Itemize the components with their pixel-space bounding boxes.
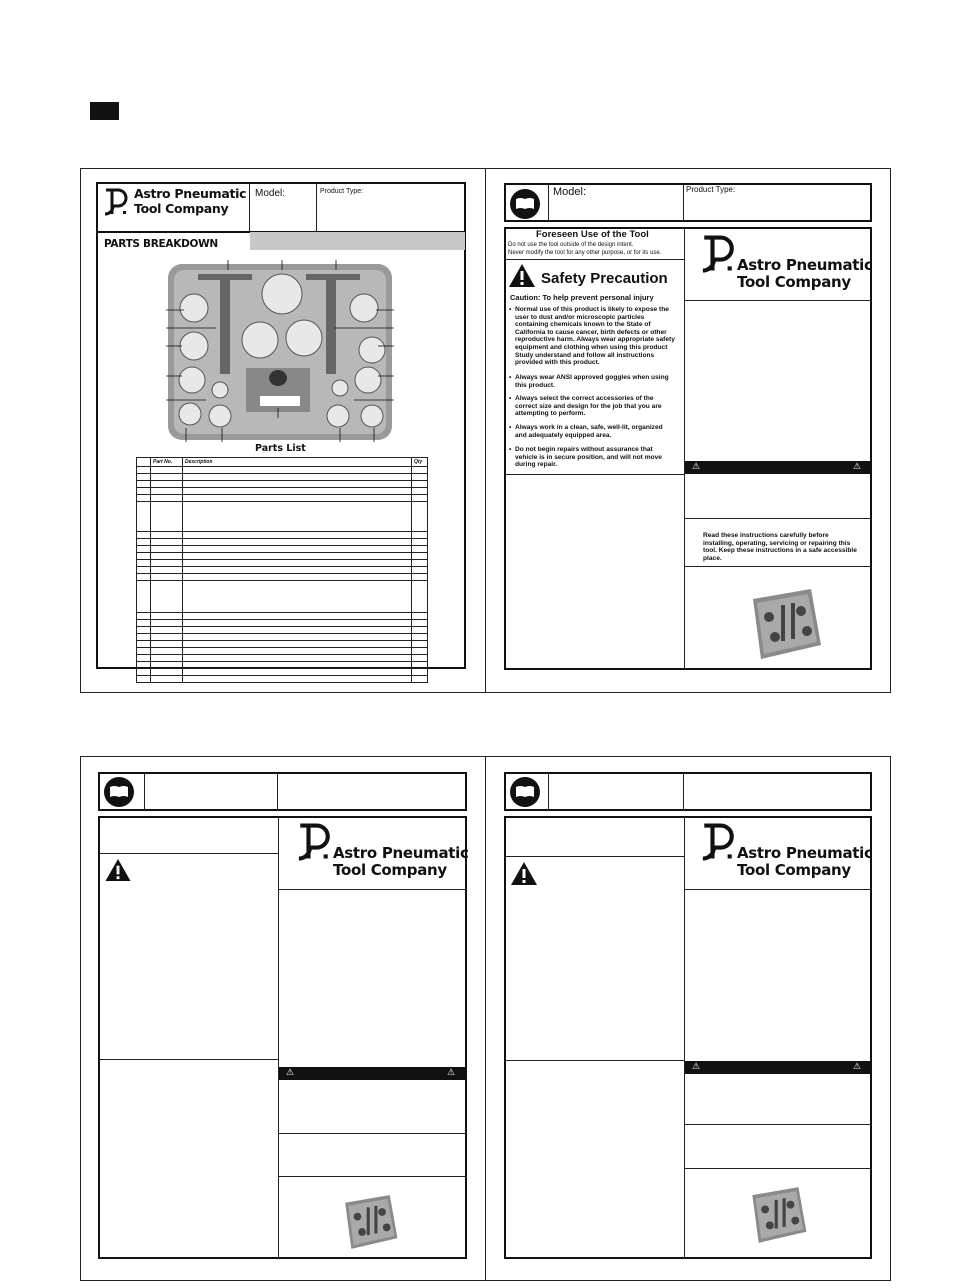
panel4-sep2 (505, 1060, 684, 1061)
table-cell (137, 488, 151, 495)
table-cell (412, 655, 428, 662)
parts-list-table (136, 457, 428, 683)
safety-body-divider (684, 228, 685, 669)
table-row (137, 620, 428, 627)
col-qty: Qty (412, 458, 428, 467)
table-cell (137, 613, 151, 620)
table-row (137, 467, 428, 474)
tool-case-photo (745, 1184, 809, 1246)
table-cell (137, 532, 151, 539)
brand-line1: Astro Pneumatic (333, 844, 469, 862)
warning-sign-icon: ⚠ (447, 1067, 456, 1077)
table-cell (151, 560, 183, 567)
table-row (137, 474, 428, 481)
open-book-icon (510, 777, 540, 807)
table-row (137, 627, 428, 634)
table-cell (412, 567, 428, 574)
panel3-sep3 (279, 1133, 466, 1134)
table-cell (151, 467, 183, 474)
table-cell (137, 581, 151, 613)
table-cell (183, 481, 412, 488)
brand-line2: Tool Company (333, 861, 447, 879)
table-cell (183, 467, 412, 474)
brand-logo (697, 820, 873, 879)
table-cell (137, 495, 151, 502)
logo-separator (685, 300, 871, 301)
table-cell (412, 495, 428, 502)
table-cell (137, 560, 151, 567)
table-row (137, 560, 428, 567)
table-cell (183, 539, 412, 546)
table-cell (412, 641, 428, 648)
table-cell (412, 634, 428, 641)
table-cell (137, 648, 151, 655)
table-cell (183, 474, 412, 481)
table-cell (183, 641, 412, 648)
table-cell (183, 495, 412, 502)
panel4-sep3 (685, 1124, 871, 1125)
table-cell (137, 502, 151, 532)
table-row (137, 495, 428, 502)
table-cell (137, 634, 151, 641)
read-instructions: Read these instructions carefully before installing, operating, servicing or repairing this tool. Keep these instructions in a safe accessible place. (703, 532, 857, 562)
table-cell (183, 634, 412, 641)
bullet-4-text: Always work in a clean, safe, well-lit, organized and adequately equipped area. (515, 424, 663, 439)
panel4-body-divider (684, 817, 685, 1258)
table-cell (183, 567, 412, 574)
panel3-header-div1 (144, 773, 145, 810)
warning-sign-icon: ⚠ (853, 1061, 862, 1071)
parts-list-title: Parts List (255, 443, 306, 454)
panel3-body-divider (278, 817, 279, 1258)
table-cell (137, 641, 151, 648)
panel3-header-box (98, 772, 467, 811)
table-row (137, 676, 428, 683)
parts-list-body (137, 467, 428, 683)
bullet-2 (509, 374, 675, 389)
table-cell (151, 613, 183, 620)
astro-logo-icon (697, 820, 739, 864)
foreseen-title: Foreseen Use of the Tool (536, 229, 649, 240)
bullets-separator (505, 474, 684, 475)
safety-model-label: Model: (553, 186, 587, 198)
panel4-logo-sep (685, 889, 871, 890)
astro-logo-icon (697, 232, 739, 276)
table-cell (151, 502, 183, 532)
brand-logo (697, 232, 873, 291)
brand-line2: Tool Company (134, 201, 229, 216)
table-cell (412, 560, 428, 567)
panel3-header-div2 (277, 773, 278, 810)
table-cell (183, 662, 412, 669)
table-cell (137, 662, 151, 669)
panel4-sep1 (505, 856, 684, 857)
table-cell (183, 676, 412, 683)
table-cell (412, 532, 428, 539)
panel3-sep1 (99, 853, 278, 854)
bullet-3-text: Always select the correct accessories of the correct size and design for the job that you are attempting to perform. (515, 395, 662, 418)
foreseen-line1: Do not use the tool outside of the design intent. (508, 242, 634, 248)
open-book-icon (104, 777, 134, 807)
table-row (137, 488, 428, 495)
brand-logo (102, 186, 247, 220)
table-cell (412, 546, 428, 553)
product-type-label: Product Type: (320, 188, 364, 195)
panel3-sep2 (99, 1059, 278, 1060)
foreseen-line2: Never modify the tool for any other purpose, or for its use. (508, 250, 662, 256)
table-row (137, 662, 428, 669)
table-cell (151, 634, 183, 641)
table-cell (183, 627, 412, 634)
warning-sign-icon: ⚠ (286, 1067, 295, 1077)
table-row (137, 532, 428, 539)
safety-title: Safety Precaution (541, 270, 668, 287)
table-cell (151, 539, 183, 546)
table-cell (151, 574, 183, 581)
bullet-dot: • (509, 306, 512, 313)
brand-line2: Tool Company (737, 861, 851, 879)
table-cell (412, 669, 428, 676)
table-row (137, 581, 428, 613)
table-cell (183, 488, 412, 495)
table-cell (137, 539, 151, 546)
warning-triangle-icon (508, 263, 536, 288)
corner-mark (90, 102, 119, 120)
tool-case-photo (338, 1192, 400, 1252)
panel4-header-box (504, 772, 872, 811)
parts-breakdown-title: PARTS BREAKDOWN (104, 238, 218, 250)
table-cell (183, 553, 412, 560)
table-row (137, 481, 428, 488)
panel4-header-div1 (548, 773, 549, 810)
read-separator (685, 566, 871, 567)
brand-line1: Astro Pneumatic (737, 256, 873, 274)
table-cell (183, 532, 412, 539)
col-description: Description (183, 458, 412, 467)
table-cell (151, 567, 183, 574)
caution-line: Caution: To help prevent personal injury (510, 293, 654, 302)
bullet-2-text: Always wear ANSI approved goggles when using this product. (515, 374, 669, 389)
table-row (137, 539, 428, 546)
panel4-header-div2 (683, 773, 684, 810)
table-cell (151, 662, 183, 669)
bullet-dot: • (509, 395, 512, 402)
panel1-header-div1 (249, 183, 250, 231)
table-cell (183, 502, 412, 532)
table-cell (137, 669, 151, 676)
warning-separator (685, 518, 871, 519)
table-cell (151, 532, 183, 539)
warning-triangle-icon (510, 861, 538, 886)
table-cell (412, 676, 428, 683)
table-cell (183, 669, 412, 676)
table-cell (412, 539, 428, 546)
panel3-body-box (98, 816, 467, 1259)
top-sheet-divider (485, 168, 486, 693)
table-cell (137, 481, 151, 488)
table-cell (151, 620, 183, 627)
table-cell (137, 574, 151, 581)
warning-triangle-icon (104, 858, 132, 882)
table-cell (412, 627, 428, 634)
table-row (137, 553, 428, 560)
warning-bar (685, 1061, 871, 1074)
table-cell (183, 620, 412, 627)
table-cell (151, 474, 183, 481)
panel1-header-div2 (316, 183, 317, 231)
table-cell (137, 627, 151, 634)
table-cell (183, 546, 412, 553)
table-row (137, 567, 428, 574)
warning-sign-icon: ⚠ (692, 1061, 701, 1071)
safety-product-type-label: Product Type: (686, 185, 736, 194)
table-cell (183, 648, 412, 655)
table-row (137, 648, 428, 655)
safety-header-div2 (683, 184, 684, 221)
table-header-row (137, 458, 428, 467)
warning-bar (685, 461, 871, 474)
table-cell (183, 560, 412, 567)
table-cell (151, 553, 183, 560)
table-cell (412, 613, 428, 620)
table-cell (137, 676, 151, 683)
parts-breakdown-bar (250, 232, 465, 250)
table-cell (151, 495, 183, 502)
table-cell (412, 620, 428, 627)
col-index (137, 458, 151, 467)
table-cell (412, 481, 428, 488)
table-cell (151, 546, 183, 553)
panel4-body-box (504, 816, 872, 1259)
panel4-sep4 (685, 1168, 871, 1169)
table-cell (151, 676, 183, 683)
table-row (137, 669, 428, 676)
table-cell (137, 467, 151, 474)
bullet-1 (509, 306, 675, 367)
table-cell (151, 481, 183, 488)
table-cell (151, 641, 183, 648)
brand-logo (293, 820, 469, 879)
foreseen-separator (505, 259, 684, 260)
manual-icon-wrap (510, 189, 540, 219)
table-cell (183, 581, 412, 613)
table-cell (137, 553, 151, 560)
safety-header-div1 (548, 184, 549, 221)
table-cell (137, 620, 151, 627)
bullet-5-text: Do not begin repairs without assurance that vehicle is in secure position, and will not move during repair. (515, 446, 662, 469)
table-cell (137, 474, 151, 481)
table-cell (412, 467, 428, 474)
table-cell (412, 488, 428, 495)
table-cell (183, 613, 412, 620)
bullet-dot: • (509, 446, 512, 453)
brand-line1: Astro Pneumatic (737, 844, 873, 862)
brand-line1: Astro Pneumatic (134, 186, 247, 201)
bottom-sheet-divider (485, 756, 486, 1281)
brand-line2: Tool Company (737, 273, 851, 291)
manual-icon-wrap (104, 777, 134, 807)
table-cell (412, 581, 428, 613)
warning-sign-icon: ⚠ (853, 461, 862, 471)
table-cell (412, 648, 428, 655)
table-cell (137, 546, 151, 553)
table-cell (412, 553, 428, 560)
table-cell (151, 648, 183, 655)
table-cell (151, 627, 183, 634)
panel3-sep4 (279, 1176, 466, 1177)
table-row (137, 546, 428, 553)
warning-bar (279, 1067, 466, 1080)
table-row (137, 574, 428, 581)
panel3-logo-sep (279, 889, 466, 890)
table-cell (183, 655, 412, 662)
part-callouts (160, 258, 400, 446)
table-cell (151, 488, 183, 495)
manual-icon-wrap (510, 777, 540, 807)
bullet-3 (509, 395, 675, 418)
astro-logo-icon (102, 186, 130, 218)
astro-logo-icon (293, 820, 335, 864)
warning-sign-icon: ⚠ (692, 461, 701, 471)
table-cell (412, 574, 428, 581)
bullet-4 (509, 424, 675, 439)
table-cell (137, 567, 151, 574)
bullet-5 (509, 446, 675, 469)
table-cell (151, 581, 183, 613)
bullet-1-text: Normal use of this product is likely to expose the user to dust and/or microscopic particles containing chemicals known to the State of California to cause cancer, birth defects or other reproductive harm. Always wear appropriate safety equipment and clothing when using this product Study understand and follow all instructions provided with this product. (515, 306, 675, 367)
table-cell (412, 502, 428, 532)
table-row (137, 613, 428, 620)
bullet-dot: • (509, 374, 512, 381)
table-cell (183, 574, 412, 581)
bullet-dot: • (509, 424, 512, 431)
table-row (137, 655, 428, 662)
table-cell (151, 669, 183, 676)
table-cell (137, 655, 151, 662)
table-row (137, 502, 428, 532)
table-cell (412, 474, 428, 481)
col-part-no: Part No. (151, 458, 183, 467)
tool-case-photo (745, 585, 823, 663)
table-cell (151, 655, 183, 662)
open-book-icon (510, 189, 540, 219)
table-row (137, 641, 428, 648)
table-row (137, 634, 428, 641)
model-label: Model: (255, 188, 286, 199)
table-cell (412, 662, 428, 669)
